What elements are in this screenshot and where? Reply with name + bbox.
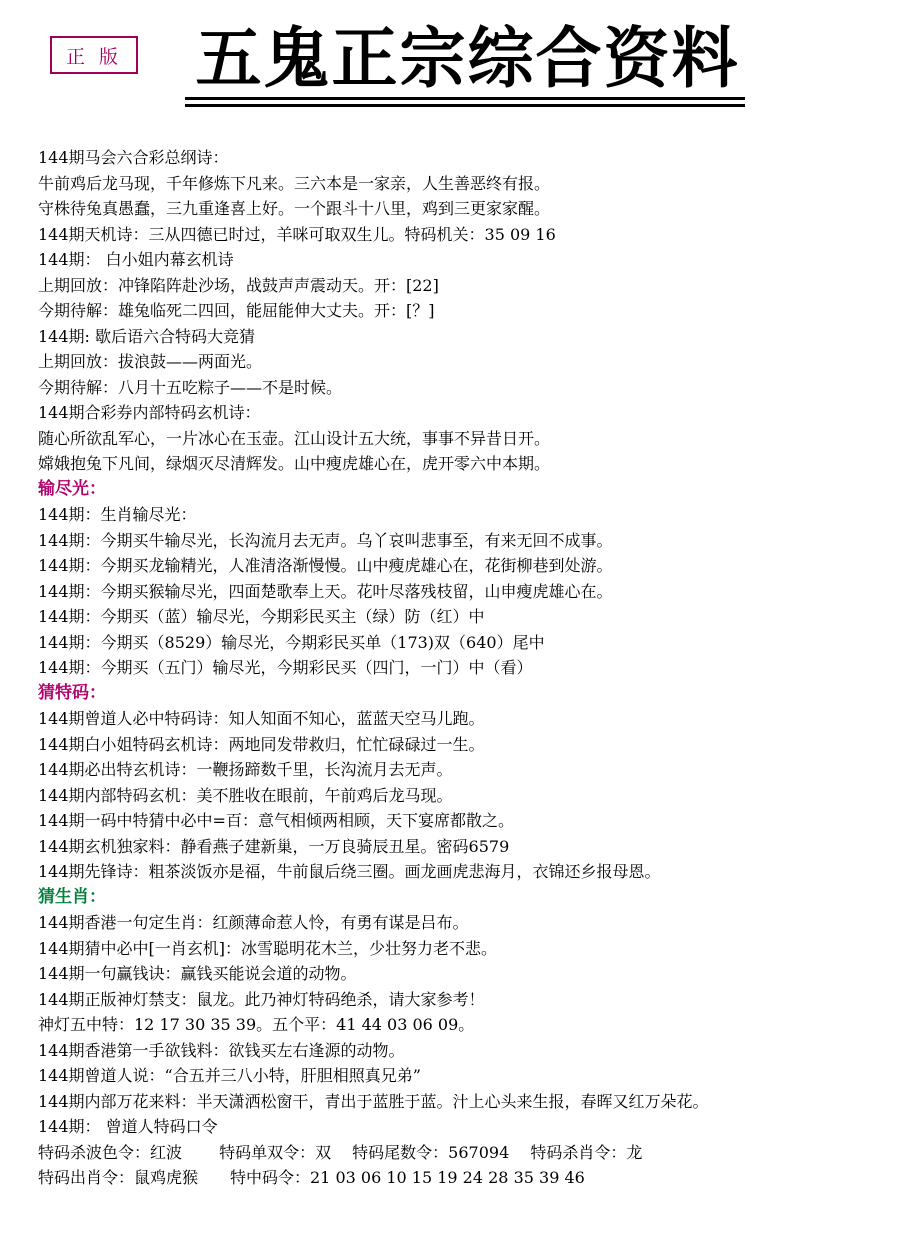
text-line: 144期内部特码玄机：美不胜收在眼前，午前鸡后龙马现。: [38, 785, 453, 805]
text-line: 144期：生肖输尽光：: [38, 505, 197, 524]
text-line: 144期玄机独家料：静看燕子建新巢，一万良骑辰丑星。密码6579: [38, 836, 510, 856]
text-line: 144期：今期买猴输尽光，四面楚歌奉上天。花叶尽落残枝留，山申瘦虎雄心在。: [38, 581, 613, 601]
text-line: 特码杀波色令：红波 特码单双令：双 特码尾数令：567094 特码杀肖令：龙: [38, 1142, 643, 1162]
text-line: 144期一句赢钱诀：赢钱买能说会道的动物。: [38, 964, 357, 983]
text-line: 144期马会六合彩总纲诗：: [38, 148, 229, 167]
text-line: 144期必出特玄机诗：一鞭扬蹄数千里，长沟流月去无声。: [38, 760, 453, 779]
text-line: 守株待兔真愚蠢，三九重逢喜上好。一个跟斗十八里，鸡到三更家家醒。: [38, 199, 551, 218]
page-title: 五鬼正宗综合资料: [195, 19, 740, 97]
text-line: 特码出肖令：鼠鸡虎猴 特中码令：21 03 06 10 15 19 24 28 35 39 46: [38, 1168, 585, 1187]
text-line: 今期待解：雄兔临死二四回，能屈能伸大丈夫。开：[？]: [38, 301, 435, 320]
text-line: 144期： 白小姐内幕玄机诗: [38, 250, 234, 269]
title-underline-top: [185, 97, 745, 100]
content-body: [38, 145, 888, 1191]
text-line: 144期：今期买（蓝）输尽光，今期彩民买主（绿）防（红）中: [38, 607, 485, 626]
text-line: 144期曾道人必中特码诗：知人知面不知心，蓝蓝天空马儿跑。: [38, 709, 485, 728]
text-line: 144期正版神灯禁支：鼠龙。此乃神灯特码绝杀，请大家参考！: [38, 989, 485, 1009]
text-line: 144期内部万花来料：半天潇洒松窗干，青出于蓝胜于蓝。汁上心头来生报，春晖又红万朵花。: [38, 1091, 709, 1111]
text-line: 神灯五中特：12 17 30 35 39。五个平：41 44 03 06 09。: [38, 1015, 475, 1034]
section-heading-guess-special: 猜特码：: [38, 682, 106, 703]
genuine-badge: 正 版: [50, 36, 138, 74]
text-line: 嫦娥抱兔下凡间，绿烟灭尽清辉发。山中瘦虎雄心在，虎开零六中本期。: [38, 454, 551, 473]
text-line: 144期曾道人说：“合五并三八小特，肝胆相照真兄弟”: [38, 1066, 421, 1085]
text-line: 144期先锋诗：粗茶淡饭亦是福，牛前鼠后绕三圈。画龙画虎悲海月，衣锦还乡报母恩。: [38, 862, 661, 881]
text-line: 144期香港第一手欲钱料：欲钱买左右逢源的动物。: [38, 1040, 405, 1060]
text-line: 144期：今期买（五门）输尽光，今期彩民买（四门，一门）中（看）: [38, 658, 533, 677]
text-line: 144期： 曾道人特码口令: [38, 1117, 218, 1136]
text-line: 牛前鸡后龙马现，千年修炼下凡来。三六本是一家亲，人生善恶终有报。: [38, 173, 551, 193]
text-line: 144期：今期买龙输精光，人准清洛渐慢慢。山中瘦虎雄心在，花街柳巷到处游。: [38, 556, 613, 575]
text-line: 上期回放：冲锋陷阵赴沙场，战鼓声声震动天。开：[22]: [38, 275, 439, 295]
title-underline-bottom: [185, 104, 745, 107]
text-line: 144期一码中特猜中必中=百：意气相倾两相顾，天下宴席都散之。: [38, 811, 514, 830]
text-line: 144期：今期买牛输尽光，长沟流月去无声。乌丫哀叫悲事至，有来无回不成事。: [38, 530, 613, 550]
text-line: 144期猜中必中[一肖玄机]：冰雪聪明花木兰，少壮努力老不悲。: [38, 938, 498, 958]
section-heading-guess-zodiac: 猜生肖：: [38, 886, 106, 907]
text-line: 上期回放：拔浪鼓——两面光。: [38, 352, 263, 371]
text-line: 144期: 歇后语六合特码大竞猜: [38, 326, 256, 346]
text-line: 随心所欲乱军心，一片冰心在玉壶。江山设计五大统，事事不异昔日开。: [38, 428, 551, 448]
text-line: 144期香港一句定生肖：红颜薄命惹人怜，有勇有谋是吕布。: [38, 913, 469, 932]
text-line: 144期白小姐特码玄机诗：两地同发带救归，忙忙碌碌过一生。: [38, 734, 485, 754]
section-heading-lose-all: 输尽光：: [38, 478, 106, 499]
text-line: 144期：今期买（8529）输尽光，今期彩民买单（173)双（640）尾中: [38, 632, 545, 652]
text-line: 144期天机诗：三从四德已时过，羊咪可取双生儿。特码机关：35 09 16: [38, 224, 556, 244]
text-line: 今期待解：八月十五吃粽子——不是时候。: [38, 377, 343, 397]
text-line: 144期合彩券内部特码玄机诗：: [38, 403, 261, 422]
